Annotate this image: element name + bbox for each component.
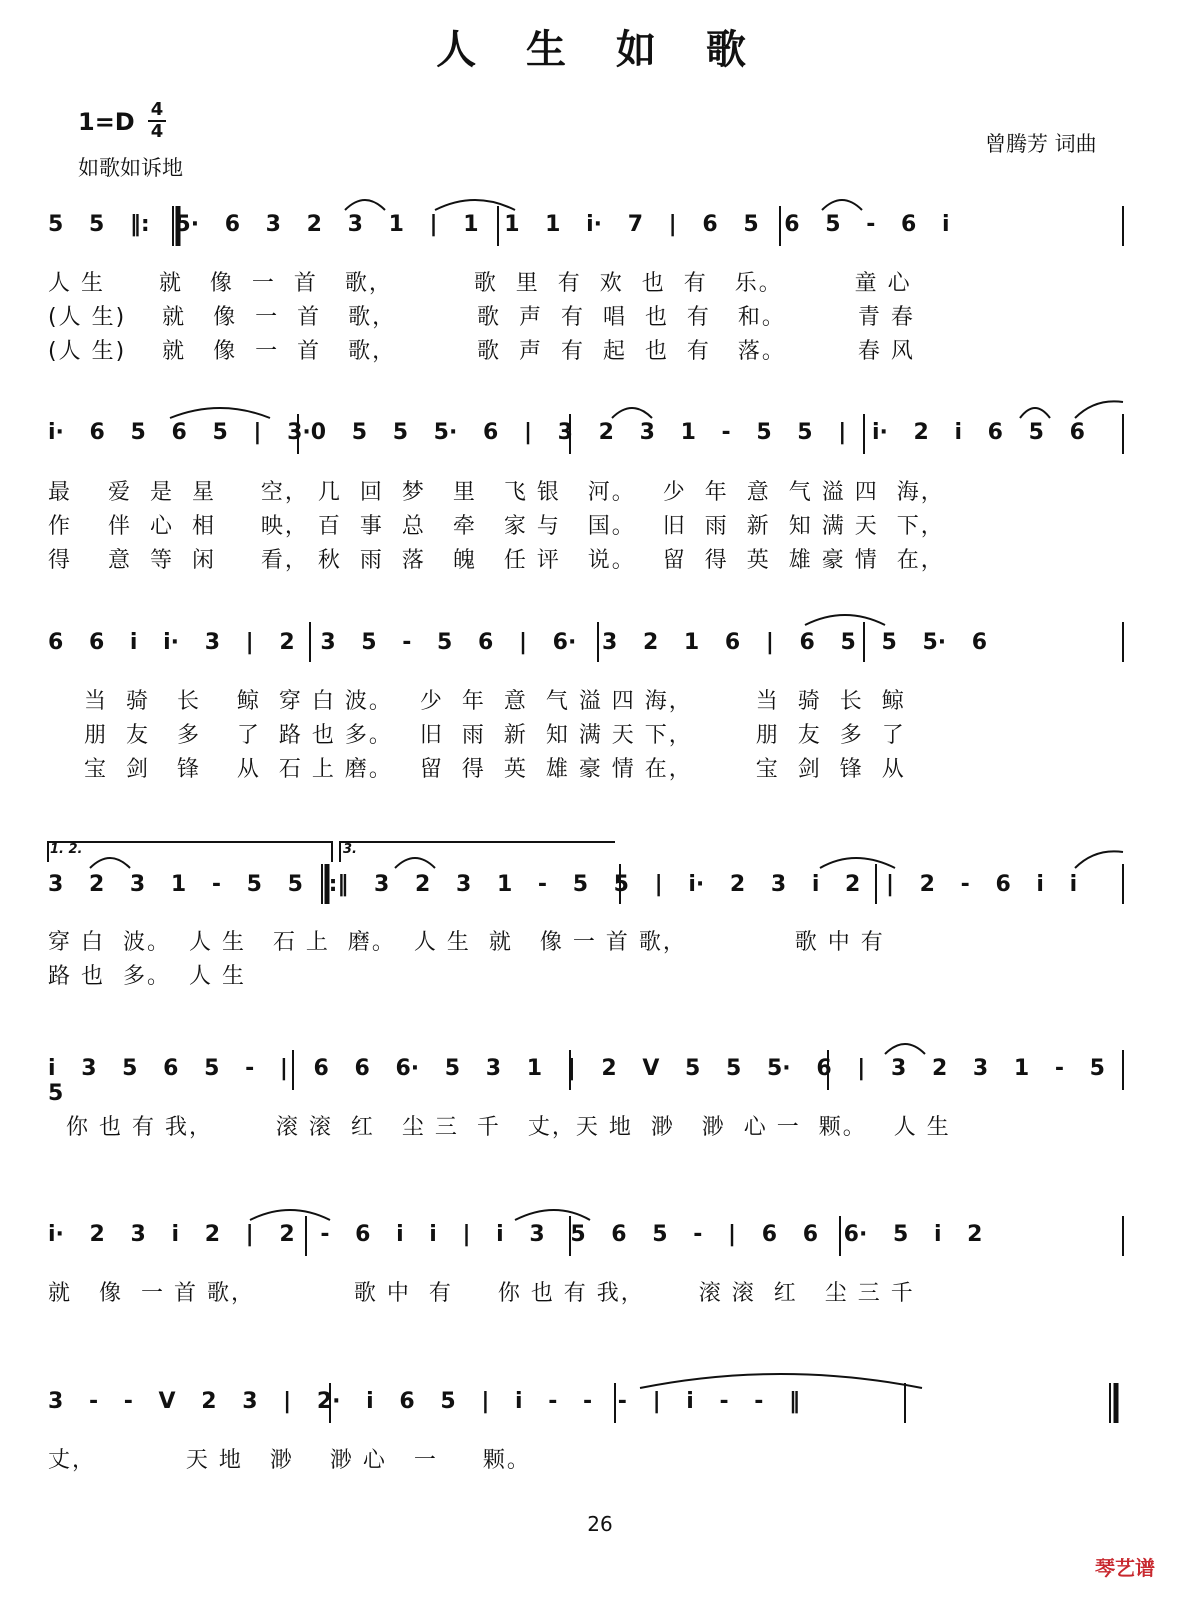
lyric-verse-2: (人 生) 就 像 一 首 歌， 歌 声 有 唱 也 有 和。 青 春 bbox=[48, 305, 915, 330]
lyric-verse-1: 穿 白 波。 人 生 石 上 磨。 人 生 就 像 一 首 歌， 歌 中 有 bbox=[48, 930, 885, 955]
lyric-verse-1: 你 也 有 我， 滚 滚 红 尘 三 千 丈，天 地 渺 渺 心 一 颗。 人 生 bbox=[48, 1115, 951, 1140]
lyric-verse-2: 作 伴 心 相 映， 百 事 总 牵 家 与 国。 旧 雨 新 知 满 天 下， bbox=[48, 514, 945, 539]
notation-line: 6 6 i i· 3 | 2 3 5 - 5 6 | 6· 3 2 1 6 | 6 5 5 5· 6 bbox=[48, 630, 988, 655]
lyric-verse-3: 宝 剑 锋 从 石 上 磨。 留 得 英 雄 豪 情 在， 宝 剑 锋 从 bbox=[48, 757, 906, 782]
brand-watermark: 琴艺谱 bbox=[1095, 1556, 1155, 1580]
notation-line: 3 - - V 2 3 | 2· i 6 5 | i - - - | i - - ‖ bbox=[48, 1389, 801, 1414]
lyric-verse-3: (人 生) 就 像 一 首 歌， 歌 声 有 起 也 有 落。 春 风 bbox=[48, 339, 915, 364]
lyric-verse-1: 当 骑 长 鲸 穿 白 波。 少 年 意 气 溢 四 海， 当 骑 长 鲸 bbox=[48, 689, 906, 714]
lyric-verse-3: 得 意 等 闲 看， 秋 雨 落 魄 任 评 说。 留 得 英 雄 豪 情 在， bbox=[48, 548, 945, 573]
notation-line: i 3 5 6 5 - | 6 6 6· 5 3 1 | 2 V 5 5 5· 6 | 3 2 3 1 - 5 5 bbox=[48, 1056, 1105, 1106]
notation-line: i· 2 3 i 2 | 2 - 6 i i | i 3 5 6 5 - | 6 6 6· 5 i 2 bbox=[48, 1222, 983, 1247]
key-signature: 1=D bbox=[78, 108, 135, 136]
lyric-verse-2: 路 也 多。 人 生 bbox=[48, 964, 246, 989]
notation-line: 5 5 ‖: 5· 6 3 2 3 1 | 1 1 1 i· 7 | 6 5 6 5 - 6 i bbox=[48, 212, 950, 237]
tempo-marking: 如歌如诉地 bbox=[78, 156, 183, 180]
page-number: 26 bbox=[587, 1512, 613, 1536]
notation-line: 3 2 3 1 - 5 5 :‖ 3 2 3 1 - 5 5 | i· 2 3 i 2 | 2 - 6 i i bbox=[48, 872, 1078, 897]
author-credit: 曾腾芳 词曲 bbox=[985, 132, 1097, 156]
lyric-verse-2: 朋 友 多 了 路 也 多。 旧 雨 新 知 满 天 下， 朋 友 多 了 bbox=[48, 723, 906, 748]
lyric-verse-1: 就 像 一 首 歌， 歌 中 有 你 也 有 我， 滚 滚 红 尘 三 千 bbox=[48, 1281, 915, 1306]
volta-1-2: 1. 2. bbox=[50, 842, 83, 857]
lyric-verse-1: 丈， 天 地 渺 渺 心 一 颗。 bbox=[48, 1448, 531, 1473]
volta-3: 3. bbox=[343, 842, 357, 857]
time-sig-numerator: 4 bbox=[148, 100, 166, 122]
notation-line: i· 6 5 6 5 | 3·0 5 5 5· 6 | 3 2 3 1 - 5 5 | i· 2 i 6 5 6 bbox=[48, 420, 1085, 445]
time-sig-denominator: 4 bbox=[150, 121, 164, 142]
lyric-verse-1: 人 生 就 像 一 首 歌， 歌 里 有 欢 也 有 乐。 童 心 bbox=[48, 271, 912, 296]
page-title: 人 生 如 歌 bbox=[436, 27, 764, 73]
lyric-verse-1: 最 爱 是 星 空， 几 回 梦 里 飞 银 河。 少 年 意 气 溢 四 海， bbox=[48, 480, 945, 505]
